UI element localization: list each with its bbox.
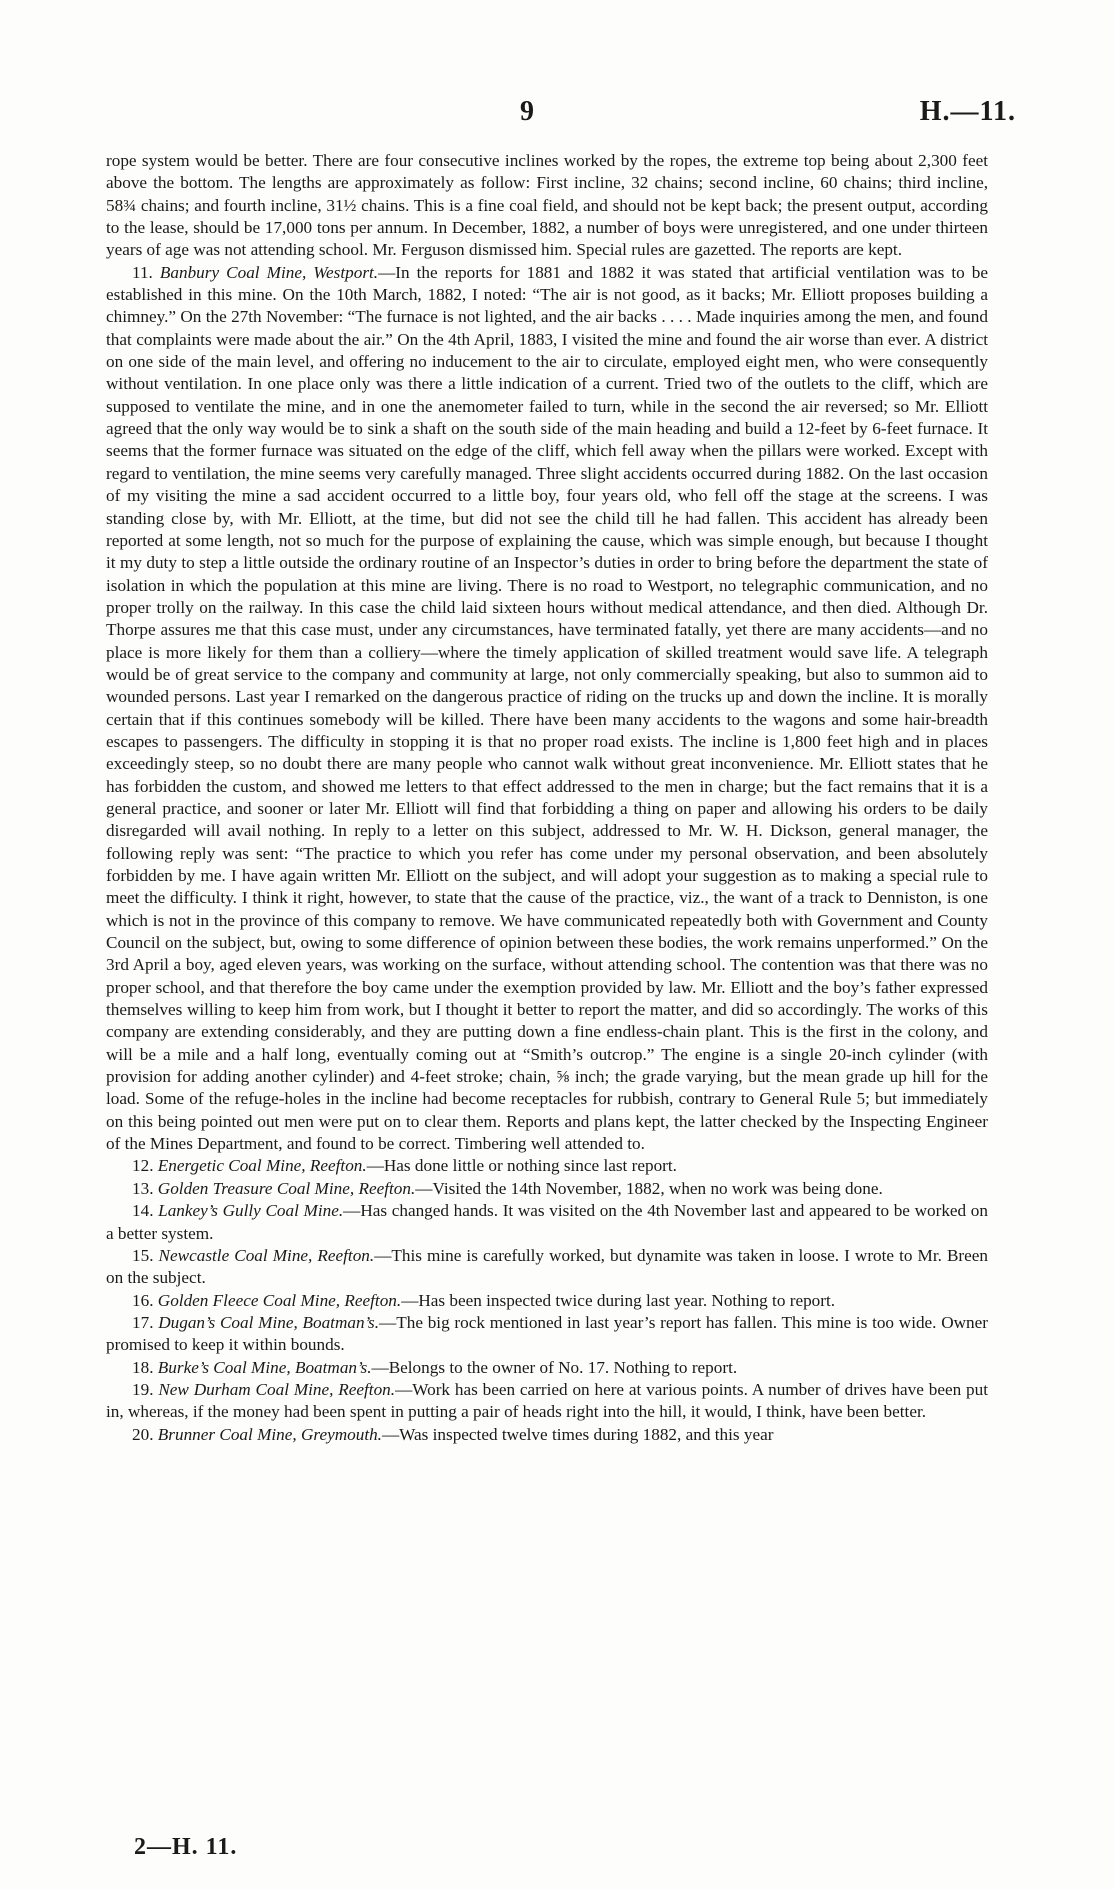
paragraph-heading: 18. Burke’s Coal Mine, Boatman’s. xyxy=(132,1357,372,1377)
paragraph-text: —Has done little or nothing since last report. xyxy=(366,1156,677,1176)
page-number: 9 xyxy=(520,96,534,127)
signature-mark: 2—H. 11. xyxy=(134,1834,238,1860)
paragraph-new-durham xyxy=(106,1379,988,1424)
paragraph-dugans xyxy=(106,1312,988,1357)
paragraph-continued xyxy=(106,150,988,262)
paragraph-text: —In the reports for 1881 and 1882 it was stated that artificial ventilation was to be established in this mine. On the 10th March, 1882, I noted: “The air is not good, as it backs; Mr. Elliott proposes building a chimney.” On the 27th November: “The furnace is not lighted, and the air backs . . . . Made inquiries among the men, and found that complaints were made about the air.” On the 4th April, 1883, I visited the mine and found the air worse than ever. A district on one side of the main level, and offering no inducement to the air to circulate, employed eight men, who were consequently without ventilation. In one place only was there a little indication of a current. Tried two of the outlets to the cliff, which are supposed to ventilate the mine, and in one the anemometer failed to turn, while in the second the air reversed; so Mr. Elliott agreed that the only way would be to sink a shaft on the south side of the main heading and build a 12-feet by 6-feet furnace. It seems that the former furnace was situated on the edge of the cliff, which fell away when the pillars were worked. Except with regard to ventilation, the mine seems very carefully managed. Three slight accidents occurred during 1882. On the last occasion of my visiting the mine a sad accident occurred to a little boy, four years old, who fell off the stage at the screens. I was standing close by, with Mr. Elliott, at the time, but did not see the child till he had fallen. This accident has already been reported at some length, not so much for the purpose of explaining the cause, which was simple enough, but because I thought it my duty to step a little outside the ordinary routine of an Inspector’s duties in order to bring before the department the state of isolation in which the population at this mine are living. There is no road to Westport, no telegraphic communication, and no proper trolly on the railway. In this case the child laid sixteen hours without medical attendance, and then died. Although Dr. Thorpe assures me that this case must, under any circumstances, have terminated fatally, yet there are many accidents—and no place is more likely for them than a colliery—where the timely application of skilled treatment would save life. A telegraph would be of great service to the company and community at large, not only commercially speaking, but also to summon aid to wounded persons. Last year I remarked on the dangerous practice of riding on the trucks up and down the incline. It is morally certain that if this continues somebody will be killed. There have been many accidents to the wagons and some hair-breadth escapes to passengers. The difficulty in stopping it is that no proper road exists. The incline is 1,800 feet high and in places exceedingly steep, so no doubt there are many people who cannot walk without great inconvenience. Mr. Elliott states that he has forbidden the custom, and showed me letters to that effect addressed to the men in charge; but the fact remains that it is a general practice, and sooner or later Mr. Elliott will find that forbidding a thing on paper and allowing his orders to be daily disregarded will avail nothing. In reply to a letter on this subject, addressed to Mr. W. H. Dickson, general manager, the following reply was sent: “The practice to which you refer has come under my personal observation, and been absolutely forbidden by me. I have again written Mr. Elliott on the subject, and will adopt your suggestion as to making a special rule to meet the difficulty. I think it right, however, to state that the cause of the practice, viz., the want of a track to Denniston, is one which is not in the province of this company to remove. We have communicated repeatedly both with Government and County Council on the subject, but, owing to some difference of opinion between these bodies, the work remains unperformed.” On the 3rd April a boy, aged eleven years, was working on the surface, without attending school. The contention was that there was no proper school, and that therefore the boy came under the exemption provided by law. Mr. Elliott and the boy’s father expressed themselves willing to keep him from work, but I thought it better to report the matter, and did so accordingly. The works of this company are extending considerably, and they are putting down a fine endless-chain plant. This is the first in the colony, and will be a mile and a half long, eventually coming out at “Smith’s outcrop.” The engine is a single 20-inch cylinder (with provision for adding another cylinder) and 4-feet stroke; chain, ⅝ inch; the grade varying, but the mean grade up hill for the load. Some of the refuge-holes in the incline had become receptacles for rubbish, contrary to General Rule 5; but immediately on this being pointed out men were put on to clear them. Reports and plans kept, the latter checked by the Inspecting Engineer of the Mines Department, and found to be correct. Timbering well attended to. xyxy=(106,262,988,1154)
paragraph-text: —Has changed hands. It was visited on the 4th November last and appeared to be worked on a better system. xyxy=(106,1201,988,1243)
paragraph-heading: 14. Lankey’s Gully Coal Mine. xyxy=(132,1201,344,1221)
paragraph-heading: 17. Dugan’s Coal Mine, Boatman’s. xyxy=(132,1312,380,1332)
paragraph-text: —Belongs to the owner of No. 17. Nothing to report. xyxy=(371,1357,738,1377)
paragraph-heading: 20. Brunner Coal Mine, Greymouth. xyxy=(132,1424,382,1444)
paragraph-heading: 19. New Durham Coal Mine, Reefton. xyxy=(132,1379,396,1399)
paragraph-heading: 13. Golden Treasure Coal Mine, Reefton. xyxy=(132,1178,416,1198)
paragraph-golden-treasure xyxy=(106,1178,988,1200)
document-reference: H.—11. xyxy=(919,96,1016,127)
paragraph-burkes xyxy=(106,1357,988,1379)
paragraph-text: —Work has been carried on here at various points. A number of drives have been put in, whereas, if the money had been spent in putting a pair of heads right into the hill, it would, I think, have been better. xyxy=(106,1379,988,1422)
paragraph-text: —This mine is carefully worked, but dynamite was taken in loose. I wrote to Mr. Breen on the subject. xyxy=(106,1245,988,1288)
paragraph-heading: 15. Newcastle Coal Mine, Reefton. xyxy=(132,1245,375,1265)
paragraph-golden-fleece xyxy=(106,1290,988,1312)
paragraph-text: rope system would be better. There are four consecutive inclines worked by the ropes, the extreme top being about 2,300 feet above the bottom. The lengths are approximately as follow: First incline, 32 chains; second incline, 60 chains; third incline, 58¾ chains; and fourth incline, 31½ chains. This is a fine coal field, and should not be kept back; the present output, according to the lease, should be 17,000 tons per annum. In December, 1882, a number of boys were unregistered, and one under thirteen years of age was not attending school. Mr. Ferguson dismissed him. Special rules are gazetted. The reports are kept. xyxy=(106,151,988,260)
paragraph-heading: 16. Golden Fleece Coal Mine, Reefton. xyxy=(132,1290,402,1310)
paragraph-heading: 12. Energetic Coal Mine, Reefton. xyxy=(132,1156,367,1176)
paragraph-lankeys-gully xyxy=(106,1200,988,1245)
paragraph-brunner xyxy=(106,1424,988,1446)
paragraph-text: —Has been inspected twice during last year. Nothing to report. xyxy=(401,1290,836,1310)
paragraph-text: —Was inspected twelve times during 1882, and this year xyxy=(381,1424,774,1444)
paragraph-banbury xyxy=(106,262,988,1156)
paragraph-energetic xyxy=(106,1155,988,1177)
paragraph-heading: 11. Banbury Coal Mine, Westport. xyxy=(132,262,379,282)
paragraph-text: —The big rock mentioned in last year’s report has fallen. This mine is too wide. Owner promised to keep it within bounds. xyxy=(106,1312,988,1355)
paragraph-text: —Visited the 14th November, 1882, when no work was being done. xyxy=(415,1178,883,1198)
paragraph-newcastle xyxy=(106,1245,988,1290)
body-text xyxy=(106,150,988,1446)
